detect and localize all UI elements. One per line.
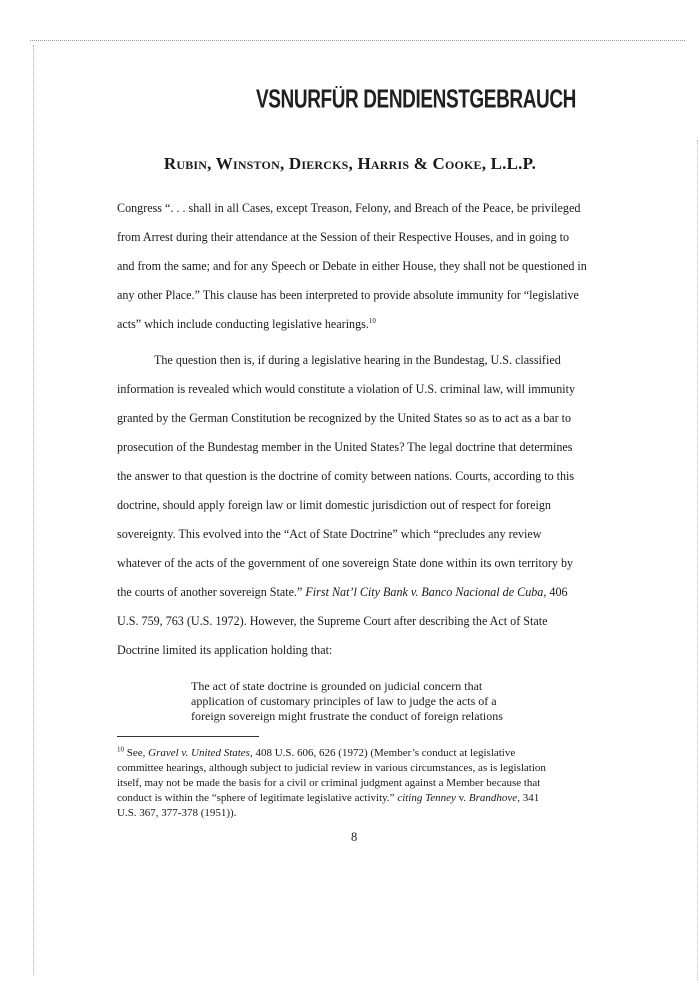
- body-line: The question then is, if during a legislative hearing in the Bundestag, U.S. classified: [154, 353, 561, 367]
- body-line: doctrine, should apply foreign law or limit domestic jurisdiction out of respect for foreign: [117, 498, 551, 512]
- page-number: 8: [351, 830, 358, 844]
- footnote-number: 10: [117, 745, 124, 754]
- body-line: prosecution of the Bundestag member in the United States? The legal doctrine that determines: [117, 440, 573, 454]
- body-text: the courts of another sovereign State.”: [117, 585, 306, 599]
- body-line: Congress “. . . shall in all Cases, except Treason, Felony, and Breach of the Peace, be privileged: [117, 201, 581, 215]
- footnote-line: [117, 747, 515, 759]
- footnote-line: committee hearings, although subject to judicial review in various circumstances, as is legislation: [117, 762, 546, 774]
- body-text: , 406: [543, 585, 568, 599]
- body-text: acts” which include conducting legislative hearings.: [117, 317, 369, 331]
- citation-signal: citing Tenney: [397, 792, 456, 804]
- footnote-text: conduct is within the “sphere of legitimate legislative activity.”: [117, 792, 398, 804]
- classification-stamp: VSNURFÜR DENDIENSTGEBRAUCH: [256, 86, 577, 115]
- footnote-text: v.: [455, 792, 469, 804]
- body-line: from Arrest during their attendance at the Session of their Respective Houses, and in going to: [117, 230, 570, 244]
- case-citation: First Nat’l City Bank v. Banco Nacional de Cuba: [305, 585, 544, 599]
- block-quote-line: The act of state doctrine is grounded on judicial concern that: [191, 679, 483, 693]
- footnote-divider: [117, 736, 259, 737]
- block-quote-line: application of customary principles of law to judge the acts of a: [191, 694, 497, 708]
- body-line: sovereignty. This evolved into the “Act of State Doctrine” which “precludes any review: [117, 527, 542, 541]
- body-line: [117, 585, 568, 600]
- footnote-line: [117, 792, 539, 804]
- footnote-text: , 341: [517, 792, 540, 804]
- body-line: Doctrine limited its application holding that:: [117, 643, 333, 657]
- body-line: whatever of the acts of the government of one sovereign State done within its own territory by: [117, 556, 574, 570]
- footnote-line: U.S. 367, 377-378 (1951)).: [117, 807, 237, 819]
- body-line: granted by the German Constitution be recognized by the United States so as to act as a bar to: [117, 411, 572, 425]
- footnote-line: itself, may not be made the basis for a civil or criminal judgment against a Member because that: [117, 777, 541, 789]
- body-line: the answer to that question is the doctrine of comity between nations. Courts, according to this: [117, 469, 575, 483]
- firm-letterhead: Rubin, Winston, Diercks, Harris & Cooke, L.L.P.: [163, 154, 537, 173]
- scan-artifact-top-edge: [30, 40, 685, 41]
- case-citation: Brandhove: [468, 792, 518, 804]
- body-line: U.S. 759, 763 (U.S. 1972). However, the Supreme Court after describing the Act of State: [117, 614, 548, 628]
- footnote-text: See,: [124, 747, 149, 759]
- block-quote-line: foreign sovereign might frustrate the conduct of foreign relations: [191, 709, 503, 723]
- body-line: any other Place.” This clause has been interpreted to provide absolute immunity for “legislative: [117, 288, 579, 302]
- scan-artifact-right-edge: [697, 140, 698, 980]
- scan-artifact-left-edge: [33, 45, 34, 975]
- footnote-ref: 10: [368, 316, 376, 325]
- body-line: [117, 317, 376, 332]
- footnote-text: , 408 U.S. 606, 626 (1972) (Member’s conduct at legislative: [249, 747, 516, 759]
- body-line: information is revealed which would constitute a violation of U.S. criminal law, will immunity: [117, 382, 576, 396]
- case-citation: Gravel v. United States: [148, 747, 250, 759]
- body-line: and from the same; and for any Speech or Debate in either House, they shall not be questioned in: [117, 259, 587, 273]
